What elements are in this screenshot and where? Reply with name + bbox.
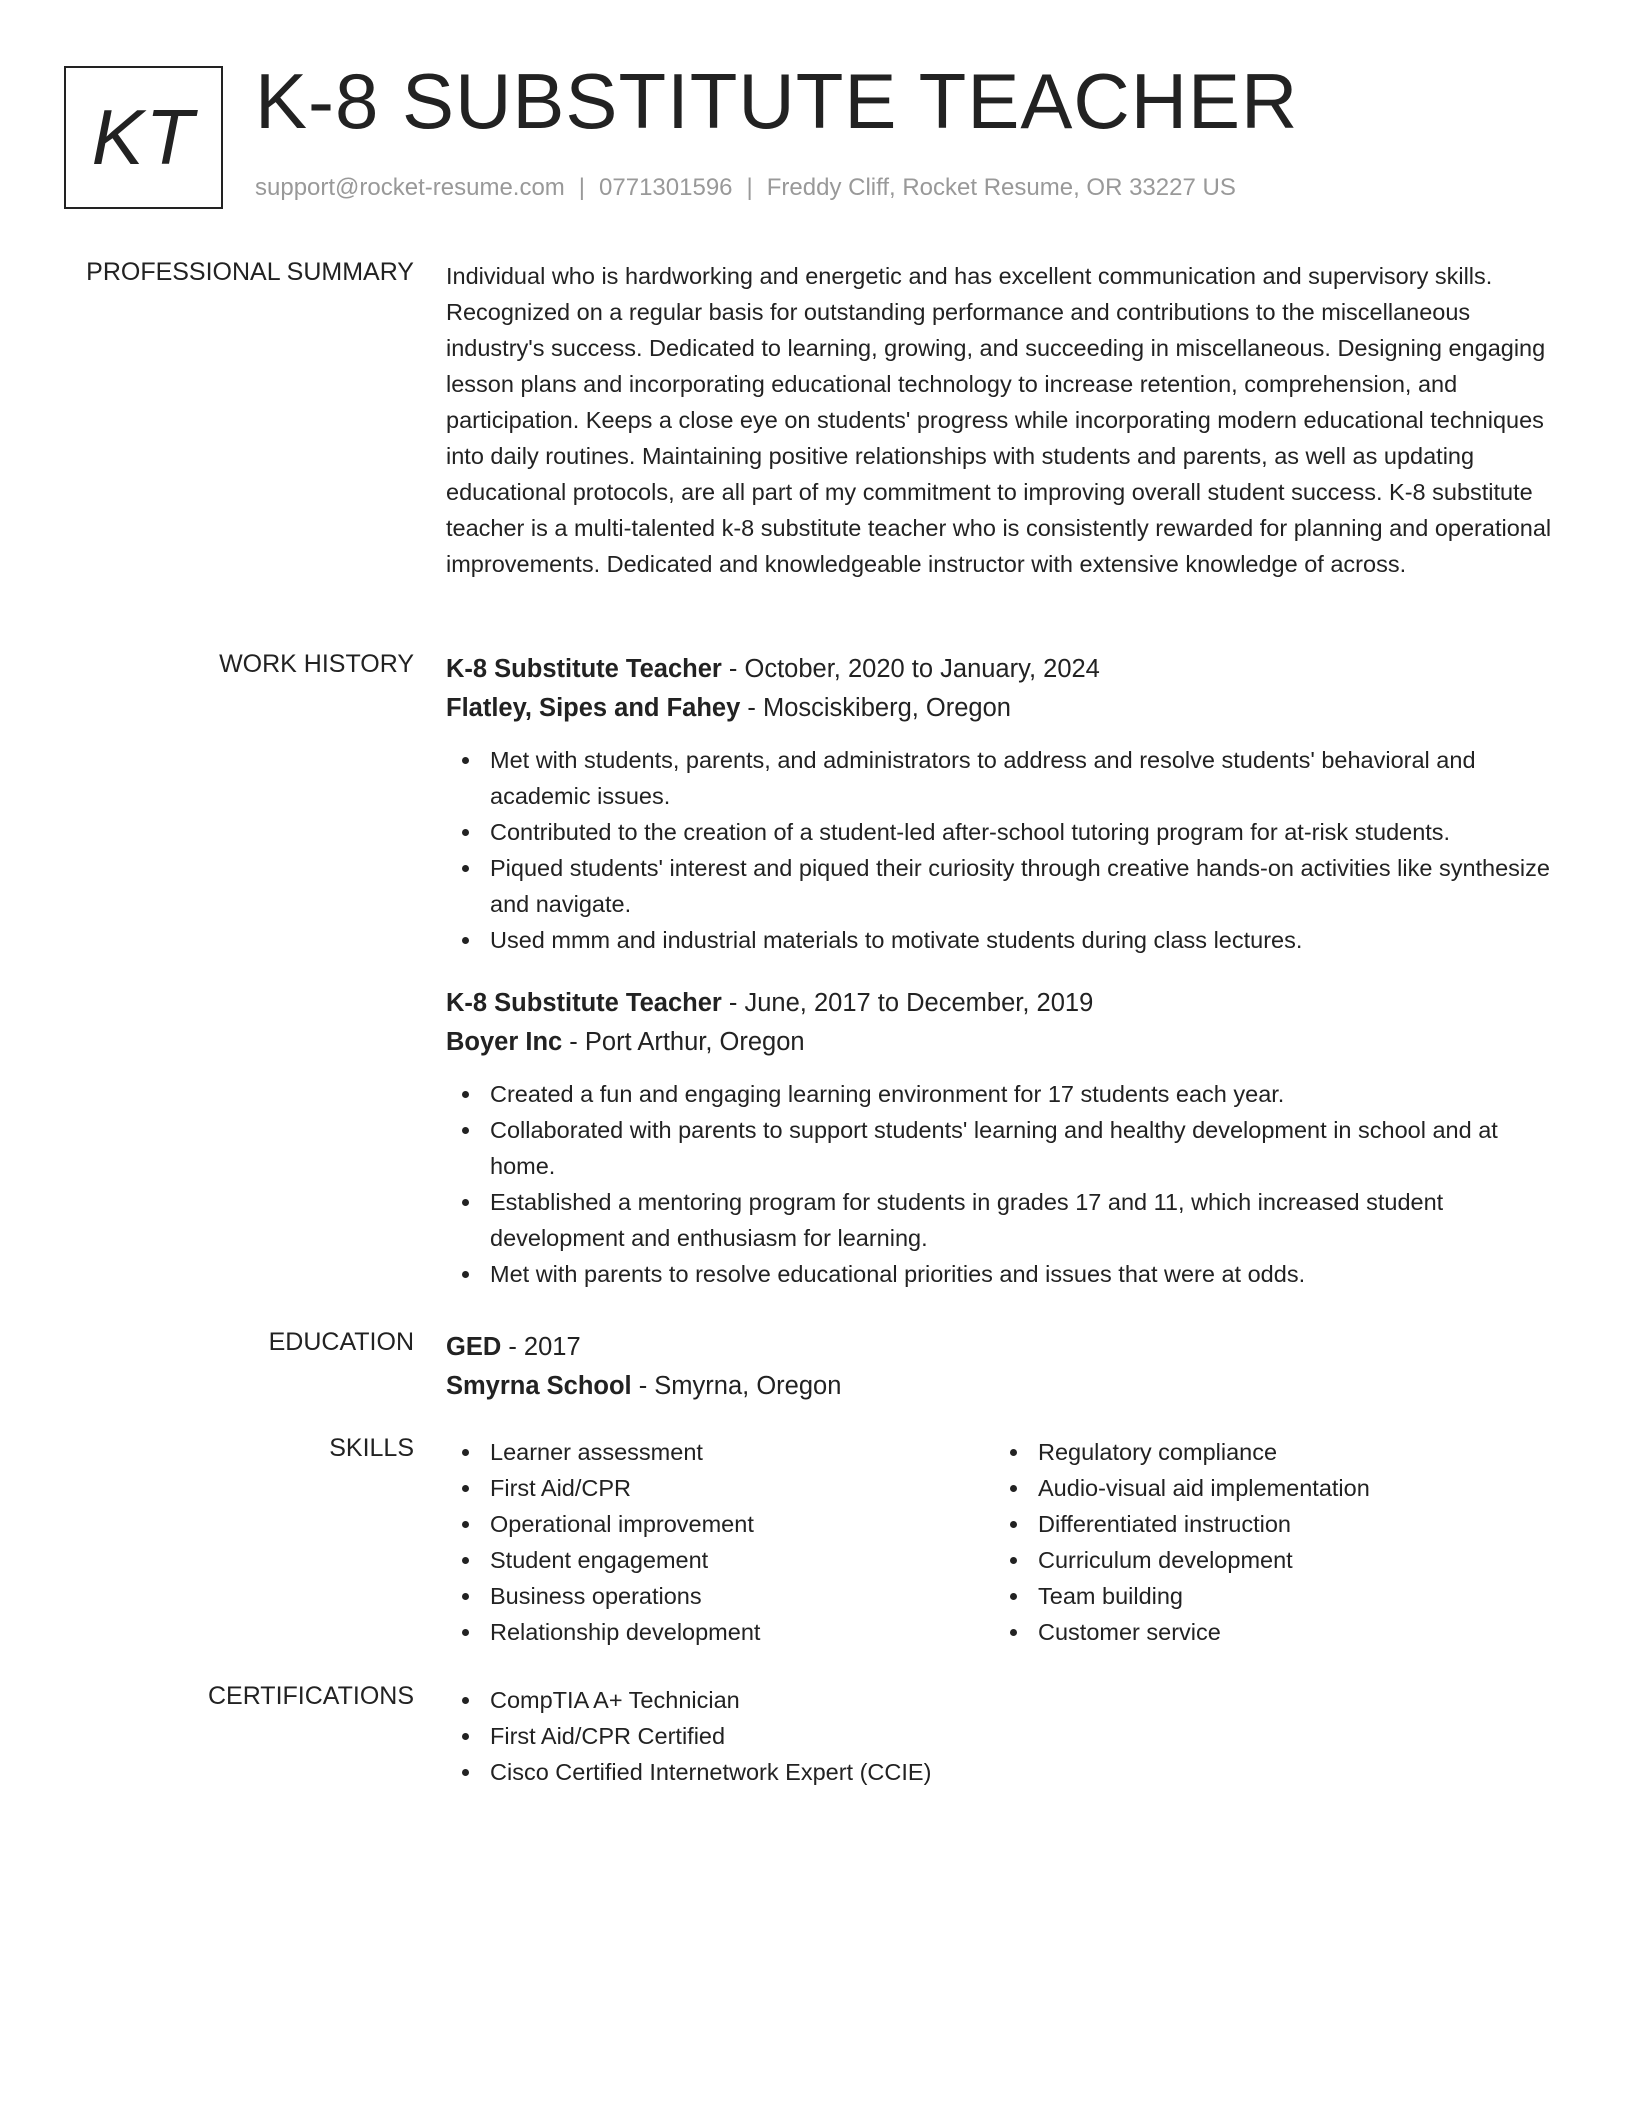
job-title-line [446, 650, 1562, 689]
list-item: Relationship development [446, 1614, 994, 1650]
monogram-box [64, 66, 223, 209]
list-item: Business operations [446, 1578, 994, 1614]
job-dates: - October, 2020 to January, 2024 [721, 655, 1100, 683]
list-item: Operational improvement [446, 1506, 994, 1542]
school-line [446, 1367, 1562, 1406]
list-item: Student engagement [446, 1542, 994, 1578]
job-location: - Port Arthur, Oregon [562, 1028, 805, 1056]
job-employer-line [446, 1023, 1562, 1062]
list-item: Collaborated with parents to support students' learning and healthy development in school and at home. [446, 1112, 1562, 1184]
job-title: K-8 Substitute Teacher [446, 655, 722, 683]
list-item: First Aid/CPR [446, 1470, 994, 1506]
degree-line [446, 1328, 1562, 1367]
job-bullets [446, 742, 1562, 958]
list-item: Contributed to the creation of a student-led after-school tutoring program for at-risk students. [446, 814, 1562, 850]
list-item: Met with parents to resolve educational priorities and issues that were at odds. [446, 1256, 1562, 1292]
skills-column-right [994, 1434, 1542, 1650]
skills-grid [446, 1434, 1562, 1650]
school-location: - Smyrna, Oregon [631, 1372, 842, 1400]
list-item: Piqued students' interest and piqued their curiosity through creative hands-on activities like synthesize and navigate. [446, 850, 1562, 922]
contact-line [255, 174, 1236, 202]
job-title: K-8 Substitute Teacher [446, 989, 722, 1017]
job-entry [446, 984, 1562, 1292]
degree-year: - 2017 [501, 1333, 581, 1361]
list-item: Audio-visual aid implementation [994, 1470, 1542, 1506]
list-item: Cisco Certified Internetwork Expert (CCIE) [446, 1754, 1562, 1790]
monogram-initials: KT [91, 93, 196, 181]
list-item: Regulatory compliance [994, 1434, 1542, 1470]
certifications-list [446, 1682, 1562, 1790]
contact-email: support@rocket-resume.com [255, 174, 565, 201]
skills-column-left [446, 1434, 994, 1650]
list-item: Differentiated instruction [994, 1506, 1542, 1542]
list-item: Established a mentoring program for students in grades 17 and 11, which increased student development and enthusiasm for learning. [446, 1184, 1562, 1256]
education-content [446, 1328, 1562, 1406]
certifications-heading: CERTIFICATIONS [207, 1682, 414, 1710]
list-item: CompTIA A+ Technician [446, 1682, 1562, 1718]
work-heading: WORK HISTORY [219, 650, 414, 678]
list-item: Customer service [994, 1614, 1542, 1650]
list-item: Created a fun and engaging learning environment for 17 students each year. [446, 1076, 1562, 1112]
job-employer: Flatley, Sipes and Fahey [446, 694, 741, 722]
list-item: Learner assessment [446, 1434, 994, 1470]
contact-address: Freddy Cliff, Rocket Resume, OR 33227 US [766, 174, 1236, 201]
list-item: Met with students, parents, and administrators to address and resolve students' behavioral and academic issues. [446, 742, 1562, 814]
skills-heading: SKILLS [329, 1434, 414, 1462]
job-employer-line [446, 689, 1562, 728]
summary-text: Individual who is hardworking and energetic and has excellent communication and supervisory skills. Recognized on a regular basis for outstanding performance and contributions to the miscellaneous industry's success. Dedicated to learning, growing, and succeeding in miscellaneous. Designing engaging lesson plans and incorporating educational technology to increase retention, comprehension, and participation. Keeps a close eye on students' progress while incorporating modern educational techniques into daily routines. Maintaining positive relationships with students and parents, as well as updating educational protocols, are all part of my commitment to improving overall student success. K-8 substitute teacher is a multi-talented k-8 substitute teacher who is consistently rewarded for planning and operational improvements. Dedicated and knowledgeable instructor with extensive knowledge of across. [446, 263, 1552, 577]
job-location: - Mosciskiberg, Oregon [740, 694, 1011, 722]
job-dates: - June, 2017 to December, 2019 [721, 989, 1094, 1017]
job-entry [446, 650, 1562, 958]
job-bullets [446, 1076, 1562, 1292]
summary-content [446, 258, 1562, 582]
job-title-line [446, 984, 1562, 1023]
contact-separator: | [746, 174, 753, 201]
skills-content [446, 1434, 1562, 1650]
page-title: K-8 SUBSTITUTE TEACHER [255, 57, 1299, 145]
school-name: Smyrna School [446, 1372, 632, 1400]
contact-phone: 0771301596 [599, 174, 733, 201]
list-item: Used mmm and industrial materials to motivate students during class lectures. [446, 922, 1562, 958]
summary-heading: PROFESSIONAL SUMMARY [86, 258, 414, 286]
job-employer: Boyer Inc [446, 1028, 563, 1056]
contact-separator: | [578, 174, 586, 201]
list-item: Curriculum development [994, 1542, 1542, 1578]
list-item: Team building [994, 1578, 1542, 1614]
education-heading: EDUCATION [268, 1328, 414, 1356]
list-item: First Aid/CPR Certified [446, 1718, 1562, 1754]
certifications-content [446, 1682, 1562, 1790]
work-content [446, 650, 1562, 1292]
degree: GED [446, 1333, 502, 1361]
